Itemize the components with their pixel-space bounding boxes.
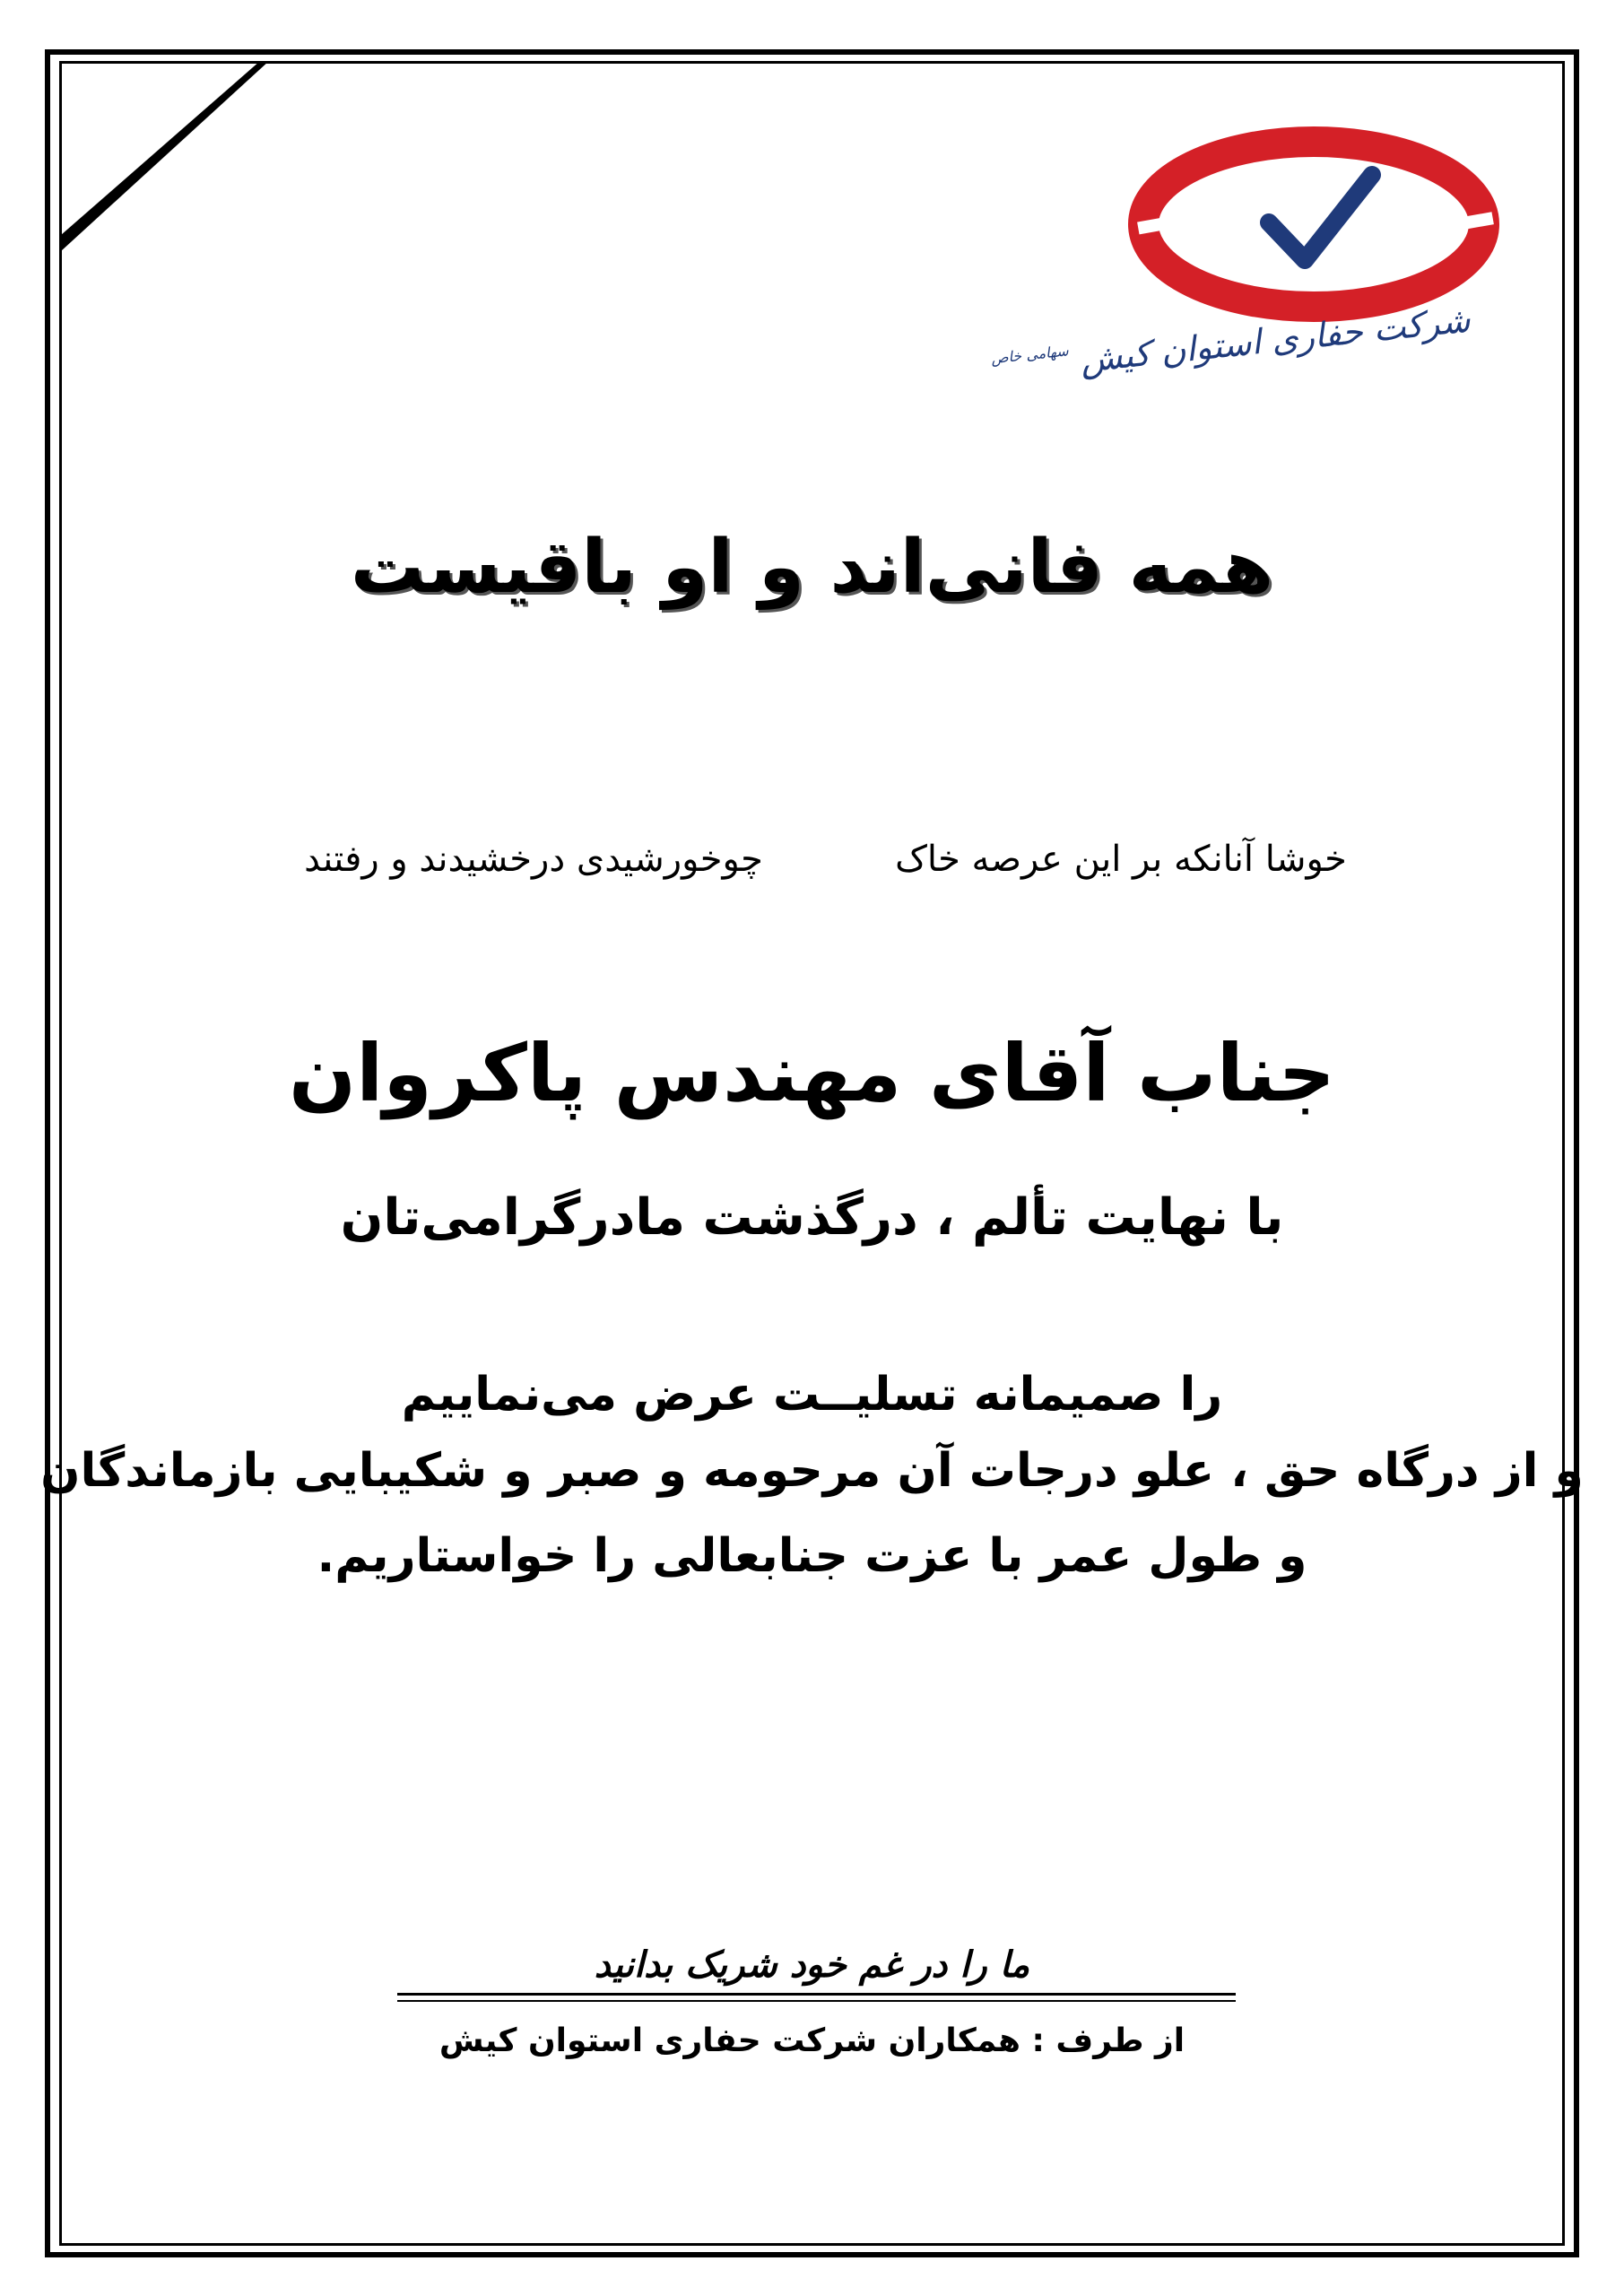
share-grief-line: ما را در غم خود شریک بدانید <box>594 1944 1030 1986</box>
inner-border <box>59 61 1565 2246</box>
company-name-logo: شرکت حفاری استوان کیش <box>1078 300 1472 380</box>
mourning-ribbon-icon <box>0 0 287 287</box>
body-line-2: و از درگاه حق ، علو درجات آن مرحومه و صبر و شکیبایی بازماندگان <box>40 1444 1584 1498</box>
verse-first-half: خوشا آنانکه بر این عرصه خاک <box>895 839 1347 880</box>
sender-line: از طرف : همکاران شرکت حفاری استوان کیش <box>439 2022 1185 2059</box>
body-line-3: و طول عمر با عزت جنابعالی را خواستاریم. <box>317 1529 1307 1583</box>
body-line-1: را صمیمانه تسلیــت عرض می‌نماییم <box>401 1368 1223 1422</box>
headline: همه فانی‌اند و او باقیست <box>350 525 1274 610</box>
recipient-name: جناب آقای مهندس پاکروان <box>289 1027 1335 1119</box>
condolence-subline: با نهایت تألم ، درگذشت مادرگرامی‌تان <box>340 1188 1284 1247</box>
verse-second-half: چوخورشیدی درخشیدند و رفتند <box>304 839 763 880</box>
separator-line-bottom <box>397 2000 1236 2002</box>
separator-line-top <box>397 1993 1236 1996</box>
company-type-tag: سهامی خاص <box>990 342 1070 368</box>
